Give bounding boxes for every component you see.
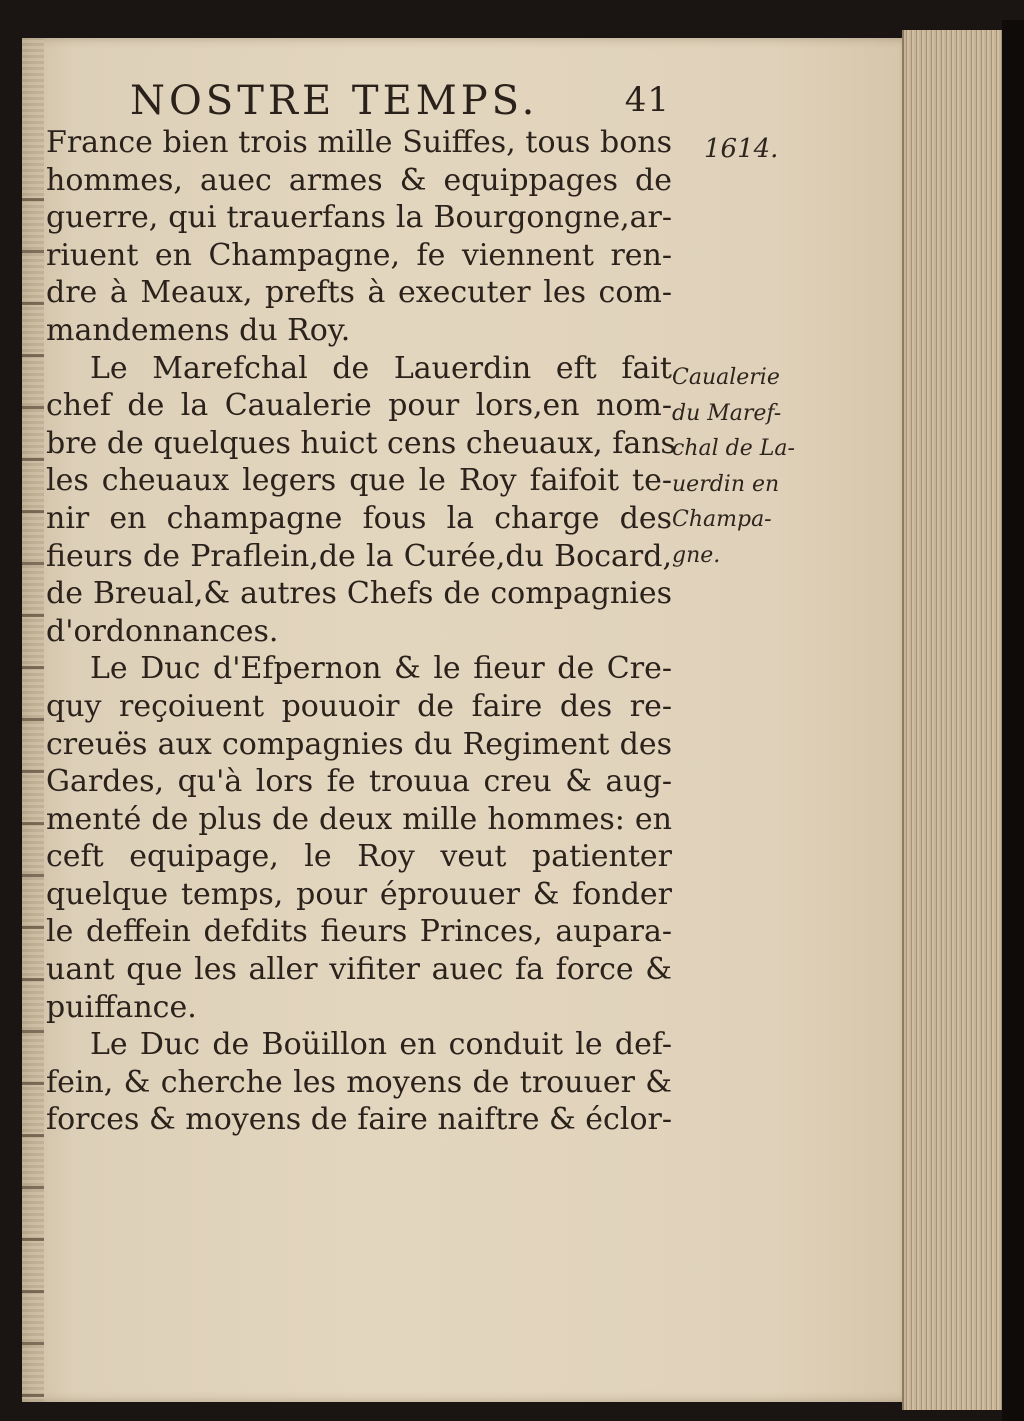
text-line: quelque temps, pour éprouuer & fonder xyxy=(46,876,672,912)
text-line: hommes, auec armes & equippages de xyxy=(46,162,672,198)
text-line: fein, & cherche les moyens de trouuer & xyxy=(46,1064,672,1100)
text-line: uant que les aller vifiter auec fa force & xyxy=(46,952,672,988)
text-line: mandemens du Roy. xyxy=(46,312,351,348)
text-line: bre de quelques huict cens cheuaux, fans xyxy=(46,425,676,461)
text-line: Gardes, qu'à lors fe trouua creu & aug- xyxy=(46,764,672,800)
text-line: creuës aux compagnies du Regiment des xyxy=(46,726,672,762)
book-fore-edge xyxy=(902,30,1004,1410)
text-line: chef de la Caualerie pour lors,en nom- xyxy=(46,388,672,424)
text-line: France bien trois mille Suiffes, tous bons xyxy=(46,125,672,160)
text-line: riuent en Champagne, fe viennent ren- xyxy=(46,237,672,273)
text-line: ceft equipage, le Roy veut patienter xyxy=(46,839,672,875)
text-line: Le Marefchal de Lauerdin eft fait xyxy=(90,350,672,386)
page-header xyxy=(130,78,670,126)
text-line: d'ordonnances. xyxy=(46,613,279,649)
marginal-note-line: uerdin en xyxy=(672,471,780,497)
body-text xyxy=(46,124,676,1139)
text-line: fieurs de Praflein,de la Curée,du Bocard, xyxy=(46,538,672,574)
marginal-note-line: chal de La- xyxy=(672,436,795,461)
text-line: menté de plus de deux mille hommes: en xyxy=(46,801,672,837)
marginal-note-line: du Maref- xyxy=(672,400,782,426)
text-line: quy reçoiuent pouuoir de faire des re- xyxy=(46,688,672,724)
marginal-note-line: Caualerie xyxy=(672,365,780,390)
text-line: nir en champagne fous la charge des xyxy=(46,500,672,536)
running-title: NOSTRE TEMPS. xyxy=(130,78,539,124)
text-line: dre à Meaux, prefts à executer les com- xyxy=(46,275,672,311)
text-line: guerre, qui trauerfans la Bourgongne,ar- xyxy=(46,200,672,236)
text-line: de Breual,& autres Chefs de compagnies xyxy=(46,576,672,612)
text-line: Le Duc d'Efpernon & le fieur de Cre- xyxy=(90,651,672,687)
text-line: Le Duc de Boüillon en conduit le def- xyxy=(90,1027,672,1063)
marginal-note xyxy=(672,360,822,573)
gutter-marks xyxy=(22,158,44,1398)
text-line: puiffance. xyxy=(46,989,197,1025)
marginal-note-line: gne. xyxy=(672,542,721,568)
text-line: forces & moyens de faire naiftre & éclor- xyxy=(46,1102,672,1138)
margin-year: 1614. xyxy=(704,134,779,164)
marginal-note-line: Champa- xyxy=(672,507,772,532)
text-line: le deffein defdits fieurs Princes, aupara- xyxy=(46,914,672,950)
book-shadow xyxy=(1002,20,1024,1421)
text-line: les cheuaux legers que le Roy faifoit te- xyxy=(46,463,672,499)
page-number: 41 xyxy=(624,80,670,120)
